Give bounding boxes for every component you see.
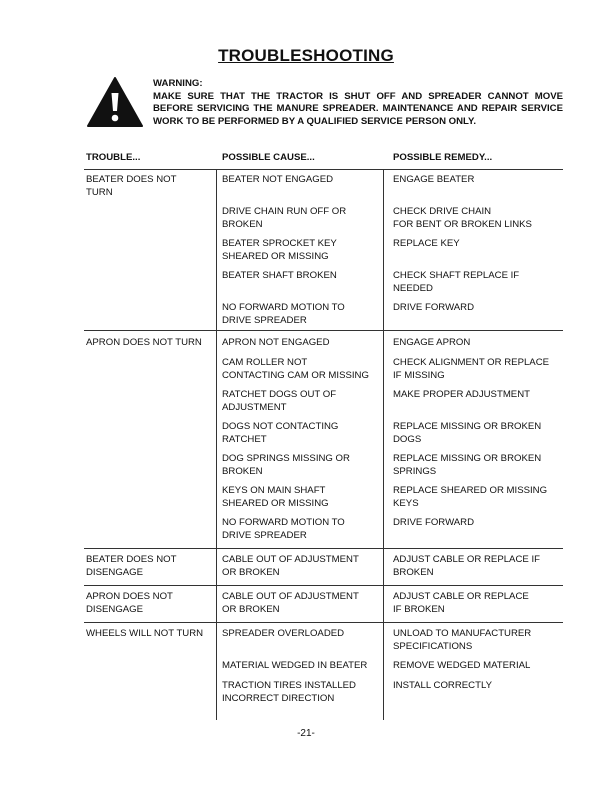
remedy-cell: DRIVE FORWARD xyxy=(393,517,475,528)
page-title: TROUBLESHOOTING xyxy=(218,46,394,65)
warning-block xyxy=(153,78,563,128)
warning-body: MAKE SURE THAT THE TRACTOR IS SHUT OFF AND SPREADER CANNOT MOVE BEFORE SERVICING THE MANURE SPREADER. MAINTENANCE AND REPAIR SERVICE WORK TO BE PERFORMED BY A QUALIFIED SERVICE PERSON ONLY. xyxy=(153,90,563,127)
cause-cell: DRIVE CHAIN RUN OFF OR BROKEN xyxy=(222,206,347,230)
remedy-cell: ENGAGE APRON xyxy=(393,337,471,348)
row-divider xyxy=(84,622,563,623)
row-divider xyxy=(84,330,563,331)
cause-cell: NO FORWARD MOTION TO DRIVE SPREADER xyxy=(222,517,345,541)
page-number: -21- xyxy=(297,728,315,739)
cause-cell: NO FORWARD MOTION TO DRIVE SPREADER xyxy=(222,302,345,326)
cause-cell: KEYS ON MAIN SHAFT SHEARED OR MISSING xyxy=(222,485,329,509)
cause-cell: MATERIAL WEDGED IN BEATER xyxy=(222,660,368,671)
remedy-cell: REPLACE MISSING OR BROKEN SPRINGS xyxy=(393,453,542,477)
remedy-cell: ADJUST CABLE OR REPLACE IF BROKEN xyxy=(393,591,529,615)
remedy-cell: MAKE PROPER ADJUSTMENT xyxy=(393,389,530,400)
row-divider xyxy=(84,169,563,170)
remedy-cell: ADJUST CABLE OR REPLACE IF BROKEN xyxy=(393,554,540,578)
remedy-cell: ENGAGE BEATER xyxy=(393,174,475,185)
warning-heading: WARNING: xyxy=(153,78,203,89)
cause-cell: BEATER SHAFT BROKEN xyxy=(222,270,337,281)
cause-cell: TRACTION TIRES INSTALLED INCORRECT DIRECTION xyxy=(222,680,356,704)
remedy-cell: REMOVE WEDGED MATERIAL xyxy=(393,660,531,671)
cause-cell: CAM ROLLER NOT CONTACTING CAM OR MISSING xyxy=(222,357,369,381)
cause-cell: BEATER NOT ENGAGED xyxy=(222,174,334,185)
row-divider xyxy=(84,548,563,549)
trouble-cell: APRON DOES NOT DISENGAGE xyxy=(86,591,173,615)
header-remedy: POSSIBLE REMEDY... xyxy=(393,152,493,163)
remedy-cell: INSTALL CORRECTLY xyxy=(393,680,492,691)
cause-cell: DOG SPRINGS MISSING OR BROKEN xyxy=(222,453,350,477)
column-divider xyxy=(216,169,217,720)
trouble-cell: WHEELS WILL NOT TURN xyxy=(86,628,204,639)
header-cause: POSSIBLE CAUSE... xyxy=(222,152,315,163)
remedy-cell: CHECK ALIGNMENT OR REPLACE IF MISSING xyxy=(393,357,550,381)
cause-cell: CABLE OUT OF ADJUSTMENT OR BROKEN xyxy=(222,591,359,615)
trouble-cell: APRON DOES NOT TURN xyxy=(86,337,202,348)
cause-cell: CABLE OUT OF ADJUSTMENT OR BROKEN xyxy=(222,554,359,578)
remedy-cell: REPLACE MISSING OR BROKEN DOGS xyxy=(393,421,542,445)
remedy-cell: UNLOAD TO MANUFACTURER SPECIFICATIONS xyxy=(393,628,532,652)
remedy-cell: DRIVE FORWARD xyxy=(393,302,475,313)
remedy-cell: CHECK DRIVE CHAIN FOR BENT OR BROKEN LINKS xyxy=(393,206,532,230)
remedy-cell: REPLACE SHEARED OR MISSING KEYS xyxy=(393,485,548,509)
header-trouble: TROUBLE... xyxy=(86,152,141,163)
cause-cell: SPREADER OVERLOADED xyxy=(222,628,345,639)
remedy-cell: CHECK SHAFT REPLACE IF NEEDED xyxy=(393,270,520,294)
cause-cell: BEATER SPROCKET KEY SHEARED OR MISSING xyxy=(222,238,337,262)
trouble-cell: BEATER DOES NOT TURN xyxy=(86,174,177,198)
cause-cell: DOGS NOT CONTACTING RATCHET xyxy=(222,421,339,445)
cause-cell: APRON NOT ENGAGED xyxy=(222,337,330,348)
row-divider xyxy=(84,585,563,586)
remedy-cell: REPLACE KEY xyxy=(393,238,460,249)
warning-triangle-icon xyxy=(86,76,144,128)
trouble-cell: BEATER DOES NOT DISENGAGE xyxy=(86,554,177,578)
cause-cell: RATCHET DOGS OUT OF ADJUSTMENT xyxy=(222,389,337,413)
